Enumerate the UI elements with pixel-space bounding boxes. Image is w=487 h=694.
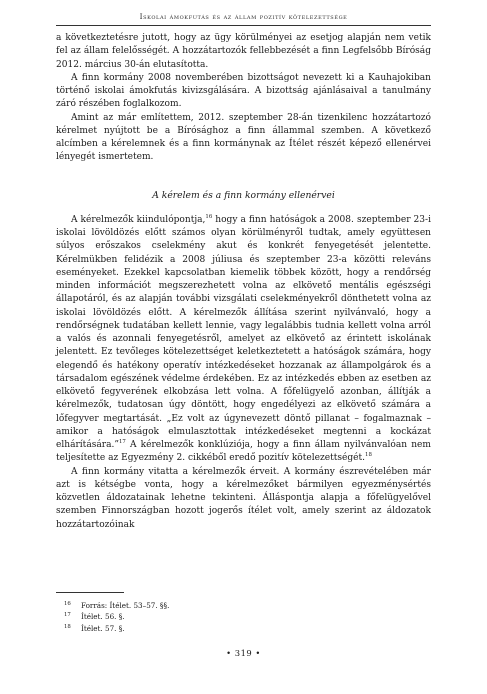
footnote-ref-18[interactable]: 18 bbox=[365, 452, 372, 459]
paragraph-1: a következtetésre jutott, hogy az ügy körülményei az esetjog alapján nem vetik fel az állam felelősségét. A hozzátartozók fellebbezését a finn Legfelsőbb Bíróság 2012. március 30-án elutasította. bbox=[56, 33, 431, 70]
footnote-text: Ítélet. 56. §. bbox=[81, 612, 125, 622]
paragraph-4 bbox=[56, 214, 431, 466]
footnote-number: 18 bbox=[64, 623, 71, 630]
footnote-16 bbox=[56, 600, 431, 611]
paragraph-2: A finn kormány 2008 novemberében bizottságot nevezett ki a Kauhajokiban történő iskolai ámokfutás kivizsgálására. A bizottság ajánlásaival a tanulmány záró részében foglalkozom. bbox=[56, 72, 431, 110]
footnote-ref-16[interactable]: 16 bbox=[205, 213, 213, 220]
header-rule bbox=[56, 25, 431, 26]
footnote-rule bbox=[56, 592, 124, 593]
paragraph-4-body: hogy a finn hatóságok a 2008. szeptember 23-i iskolai lövöldözés előtt számos olyan körülményről tudtak, amely együttesen súlyos erőszakos cselekmény akut és konkrét fenyegetését jelentette. Kérelmükben felidézik a 2008 júliusa és szeptember 23-a közötti releváns eseményeket. Ezekkel kapcsolatban kiemelik többek között, hogy a rendőrség minden információt megszerezhetett volna az elkövető mentális egészségi állapotáról, és az alapján további vizsgálati cselekményekről dönthetett volna az iskolai lövöldözés előtt. A kérelmezők állítása szerint nyilvánvaló, hogy a rendőrségnek tudatában kellett lennie, vagy legalábbis tudnia kellett volna arról a valós és azonnali fenyegetésről, amelyet az elkövető az érintett iskolának jelentett. Ez tevőleges kötelezettséget keletkeztetett a hatóságok számára, hogy elegendő és hatékony operatív intézkedéseket hozzanak az állampolgárok és a társadalom egészének védelme érdekében. Ez az intézkedés ebben az esetben az elkövető fegyverének elkobzása lett volna. A főfelügyelő azonban, állítják a kérelmezők, tudatosan úgy döntött, hogy engedélyezi az elkövető számára a lőfegyver megtartását. „Ez volt az úgynevezett döntő pillanat – fogalmaznak – amikor a hatóságok elmulasztottak intézkedéseket megtenni a kockázat elhárítására.” bbox=[56, 214, 431, 450]
footnote-number: 17 bbox=[64, 612, 71, 619]
paragraph-4-lead: A kérelmezők kiindulópontja, bbox=[71, 214, 206, 225]
paragraph-5: A finn kormány vitatta a kérelmezők érveit. A kormány észrevételében már azt is kétségbe vonta, hogy a kérelmezőket bármilyen egyezménysértés közvetlen áldozatainak lehetne tekinteni. Álláspontja alapja a főfelügyelővel szemben Finnországban hozott jogerős ítélet volt, amely szerint az áldozatok hozzátartozóinak bbox=[56, 466, 431, 530]
paragraph-4-tail: A kérelmezők konklúziója, hogy a finn állam nyilvánvalóan nem teljesítette az Egyezmény 2. cikkéből eredő pozitív kötelezettségét. bbox=[56, 440, 431, 464]
footnote-text: Ítélet. 57. §. bbox=[81, 623, 125, 633]
footnote-17 bbox=[56, 611, 431, 622]
paragraph-3: Amint az már említettem, 2012. szeptember 28-án tizenkilenc hozzátartozó kérelmet nyújtott be a Bírósághoz a finn állammal szemben. A következő alcímben a kérelemnek és a finn kormánynak az Ítélet részét képező ellenérvei lényegét ismertetem. bbox=[56, 112, 431, 163]
footnotes bbox=[56, 600, 431, 634]
footnote-text: Forrás: Ítélet. 53–57. §§. bbox=[81, 601, 170, 610]
running-head: Iskolai ámokfutás és az állam pozitív kötelezettsége bbox=[139, 12, 348, 21]
footnote-number: 16 bbox=[64, 601, 71, 607]
section-heading: A kérelem és a finn kormány ellenérvei bbox=[152, 189, 335, 201]
footnote-ref-17[interactable]: 17 bbox=[118, 439, 126, 445]
footnote-18 bbox=[56, 623, 431, 634]
body-text bbox=[56, 32, 431, 532]
page-number: • 319 • bbox=[226, 648, 261, 658]
